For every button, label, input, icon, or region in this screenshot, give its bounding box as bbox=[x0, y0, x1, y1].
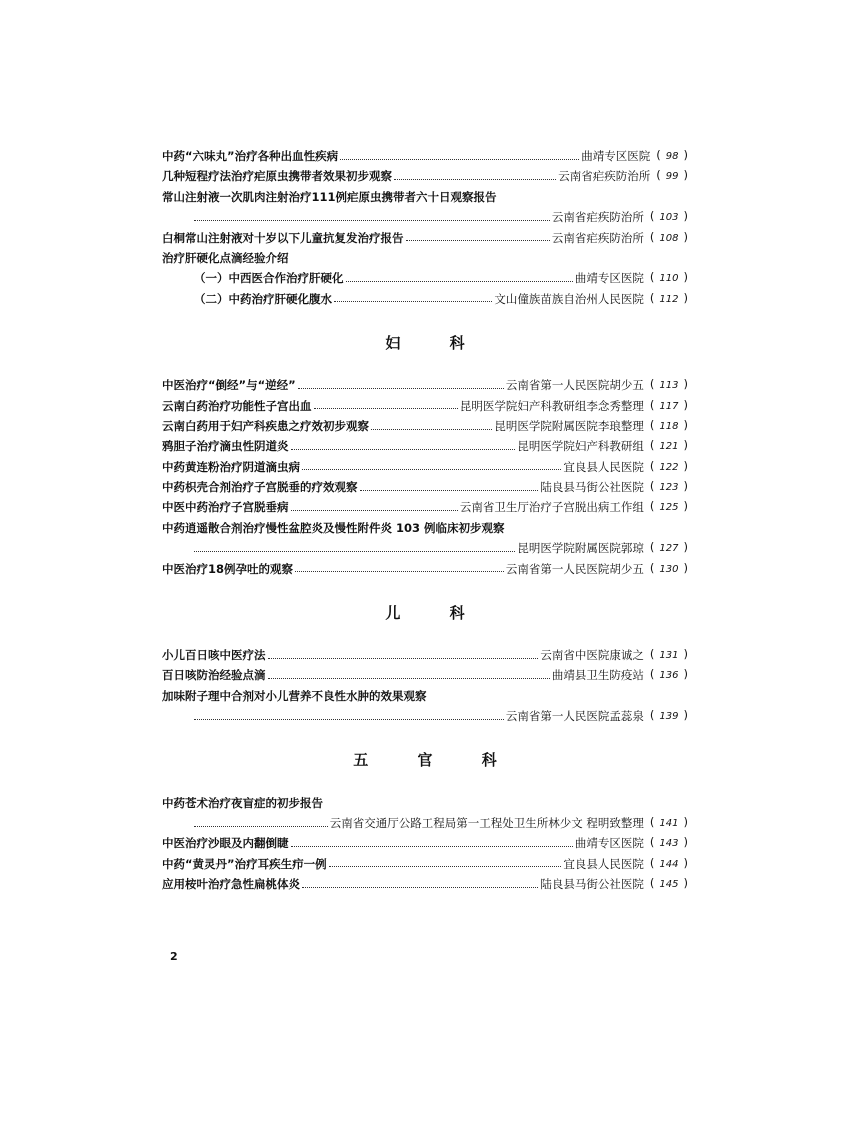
entry-page: ( 118 ) bbox=[649, 417, 688, 432]
entry-title: 应用桉叶治疗急性扁桃体炎 bbox=[162, 877, 300, 892]
entry-author: 宜良县人民医院 bbox=[563, 856, 644, 871]
toc-entry bbox=[162, 665, 688, 685]
entry-title: 中药“黄灵丹”治疗耳疾生疖一例 bbox=[162, 856, 327, 871]
entry-title: 中药苍术治疗夜盲症的初步报告 bbox=[162, 795, 323, 810]
entry-page: ( 112 ) bbox=[649, 290, 688, 305]
entry-author: 宜良县人民医院 bbox=[563, 459, 644, 474]
dot-leader bbox=[194, 551, 515, 552]
toc-entry bbox=[162, 187, 688, 207]
entry-title: 中药“六味丸”治疗各种出血性疾病 bbox=[162, 149, 339, 163]
section-heading: 五 官 科 bbox=[353, 751, 519, 770]
dot-leader bbox=[194, 220, 550, 221]
entry-page: ( 103 ) bbox=[649, 209, 688, 224]
entry-author: 文山僮族苗族自治州人民医院 bbox=[494, 291, 644, 306]
toc-entry bbox=[162, 416, 688, 436]
toc-entry-continuation bbox=[162, 813, 688, 833]
entry-page: ( 122 ) bbox=[649, 458, 688, 473]
toc-entry bbox=[162, 833, 688, 853]
entry-page: ( 136 ) bbox=[649, 667, 688, 682]
toc-entry bbox=[162, 268, 688, 288]
entry-title: 几种短程疗法治疗疟原虫携带者效果初步观察 bbox=[162, 169, 392, 184]
toc-entry bbox=[162, 289, 688, 309]
entry-author: 云南省卫生厅治疗子宫脱出病工作组 bbox=[459, 500, 644, 515]
entry-title: 中医治疗“倒经”与“逆经” bbox=[162, 378, 296, 393]
entry-page-number: 122 bbox=[659, 461, 679, 473]
dot-leader bbox=[371, 429, 492, 430]
entry-page: ( 139 ) bbox=[649, 708, 688, 723]
entry-page-number: 125 bbox=[659, 502, 679, 514]
dot-leader bbox=[346, 281, 573, 282]
entry-page-number: 139 bbox=[659, 711, 679, 723]
entry-author: 云南省中医院康诚之 bbox=[540, 648, 644, 663]
entry-title: 小儿百日咳中医疗法 bbox=[162, 648, 266, 663]
entry-author: 云南省疟疾防治所 bbox=[551, 210, 644, 225]
dot-leader bbox=[291, 449, 516, 450]
entry-page-number: 131 bbox=[659, 650, 679, 662]
dot-leader bbox=[334, 301, 492, 302]
entry-author: 曲靖专区医院 bbox=[574, 836, 644, 851]
entry-page-number: 145 bbox=[659, 879, 679, 891]
entry-author: 曲靖县卫生防疫站 bbox=[551, 668, 644, 683]
entry-title: 加味附子理中合剂对小儿营养不良性水肿的效果观察 bbox=[162, 688, 427, 703]
entry-author: 云南省疟疾防治所 bbox=[558, 169, 651, 184]
toc-entry bbox=[162, 497, 688, 517]
entry-page-number: 136 bbox=[659, 670, 679, 682]
toc-entry bbox=[162, 146, 688, 166]
entry-author: 昆明医学院附属医院李琅整理 bbox=[494, 418, 644, 433]
entry-title: 中医治疗18例孕吐的观察 bbox=[162, 561, 294, 576]
dot-leader bbox=[268, 658, 539, 659]
toc-entry bbox=[162, 228, 688, 248]
entry-page: ( 143 ) bbox=[649, 835, 688, 850]
entry-page: ( 108 ) bbox=[649, 229, 688, 244]
entry-page: ( 130 ) bbox=[649, 560, 688, 575]
entry-author: 云南省第一人民医院胡少五 bbox=[505, 378, 644, 393]
entry-page: ( 131 ) bbox=[649, 647, 688, 662]
entry-title: 白桐常山注射液对十岁以下儿童抗复发治疗报告 bbox=[162, 230, 404, 245]
toc-entry bbox=[162, 559, 688, 579]
entry-title: 中医中药治疗子宫脱垂病 bbox=[162, 500, 289, 515]
dot-leader bbox=[291, 510, 458, 511]
entry-title: 中药逍遥散合剂治疗慢性盆腔炎及慢性附件炎 103 例临床初步观察 bbox=[162, 520, 505, 535]
entry-author: 曲靖专区医院 bbox=[581, 149, 651, 163]
entry-page: ( 113 ) bbox=[649, 377, 688, 392]
entry-page-number: 141 bbox=[659, 817, 679, 829]
dot-leader bbox=[268, 678, 550, 679]
toc-entry bbox=[162, 793, 688, 813]
dot-leader bbox=[295, 571, 504, 572]
entry-author: 陆良县马街公社医院 bbox=[540, 877, 644, 892]
table-of-contents bbox=[162, 146, 688, 895]
entry-page: ( 99 ) bbox=[656, 168, 688, 183]
entry-page: ( 121 ) bbox=[649, 438, 688, 453]
dot-leader bbox=[406, 240, 550, 241]
entry-page-number: 121 bbox=[659, 441, 679, 453]
dot-leader bbox=[302, 887, 538, 888]
entry-author: 陆良县马街公社医院 bbox=[540, 480, 644, 495]
entry-page: ( 98 ) bbox=[656, 148, 688, 162]
entry-title: 中药黄连粉治疗阴道滴虫病 bbox=[162, 459, 300, 474]
entry-author: 云南省交通厅公路工程局第一工程处卫生所林少文 程明致整理 bbox=[329, 815, 644, 830]
entry-page-number: 108 bbox=[659, 232, 679, 244]
entry-author: 云南省第一人民医院胡少五 bbox=[505, 561, 644, 576]
dot-leader bbox=[194, 826, 328, 827]
entry-page-number: 118 bbox=[659, 420, 679, 432]
entry-title: 云南白药用于妇产科疾患之疗效初步观察 bbox=[162, 418, 369, 433]
entry-author: 云南省疟疾防治所 bbox=[551, 230, 644, 245]
entry-title: （一）中西医合作治疗肝硬化 bbox=[194, 271, 344, 286]
toc-entry bbox=[162, 396, 688, 416]
entry-page-number: 130 bbox=[659, 563, 679, 575]
entry-page: ( 144 ) bbox=[649, 855, 688, 870]
dot-leader bbox=[394, 179, 556, 180]
toc-entry bbox=[162, 854, 688, 874]
entry-page-number: 110 bbox=[659, 273, 679, 285]
entry-title: 云南白药治疗功能性子宫出血 bbox=[162, 398, 312, 413]
entry-page: ( 125 ) bbox=[649, 499, 688, 514]
entry-page-number: 117 bbox=[659, 400, 679, 412]
toc-entry bbox=[162, 518, 688, 538]
toc-entry bbox=[162, 686, 688, 706]
dot-leader bbox=[194, 719, 504, 720]
toc-entry-continuation bbox=[162, 207, 688, 227]
section-heading: 儿 科 bbox=[385, 603, 487, 622]
entry-title: 鸦胆子治疗滴虫性阴道炎 bbox=[162, 439, 289, 454]
toc-entry bbox=[162, 436, 688, 456]
entry-page-number: 103 bbox=[659, 212, 679, 224]
toc-entry bbox=[162, 645, 688, 665]
entry-page-number: 113 bbox=[659, 380, 679, 392]
entry-title: 百日咳防治经验点滴 bbox=[162, 668, 266, 683]
entry-author: 云南省第一人民医院孟蕊泉 bbox=[505, 709, 644, 724]
entry-page-number: 98 bbox=[665, 151, 679, 162]
entry-page: ( 123 ) bbox=[649, 479, 688, 494]
entry-title: （二）中药治疗肝硬化腹水 bbox=[194, 291, 332, 306]
toc-entry bbox=[162, 477, 688, 497]
dot-leader bbox=[360, 490, 539, 491]
toc-entry bbox=[162, 248, 688, 268]
entry-page: ( 110 ) bbox=[649, 270, 688, 285]
toc-entry bbox=[162, 457, 688, 477]
entry-page-number: 99 bbox=[665, 171, 679, 183]
entry-title: 中医治疗沙眼及内翻倒睫 bbox=[162, 836, 289, 851]
entry-title: 常山注射液一次肌肉注射治疗111例疟原虫携带者六十日观察报告 bbox=[162, 189, 497, 204]
entry-author: 曲靖专区医院 bbox=[574, 271, 644, 286]
toc-entry-continuation bbox=[162, 706, 688, 726]
entry-title: 治疗肝硬化点滴经验介绍 bbox=[162, 250, 289, 265]
entry-page-number: 143 bbox=[659, 838, 679, 850]
toc-entry bbox=[162, 375, 688, 395]
section-heading: 妇 科 bbox=[385, 333, 487, 352]
dot-leader bbox=[302, 469, 561, 470]
entry-page: ( 141 ) bbox=[649, 814, 688, 829]
entry-page-number: 127 bbox=[659, 543, 679, 555]
dot-leader bbox=[298, 388, 504, 389]
entry-page: ( 127 ) bbox=[649, 540, 688, 555]
entry-title: 中药枳壳合剂治疗子宫脱垂的疗效观察 bbox=[162, 480, 358, 495]
entry-author: 昆明医学院妇产科教研组 bbox=[517, 439, 644, 454]
entry-page: ( 145 ) bbox=[649, 876, 688, 891]
dot-leader bbox=[314, 408, 458, 409]
toc-entry-continuation bbox=[162, 538, 688, 558]
toc-entry bbox=[162, 166, 688, 186]
toc-entry bbox=[162, 874, 688, 894]
entry-page-number: 144 bbox=[659, 858, 679, 870]
entry-author: 昆明医学院附属医院郭琼 bbox=[517, 541, 644, 556]
dot-leader bbox=[291, 846, 573, 847]
dot-leader bbox=[340, 159, 579, 160]
page-number: 2 bbox=[170, 950, 178, 963]
entry-author: 昆明医学院妇产科教研组李念秀整理 bbox=[459, 398, 644, 413]
entry-page-number: 123 bbox=[659, 482, 679, 494]
entry-page-number: 112 bbox=[659, 293, 679, 305]
entry-page: ( 117 ) bbox=[649, 397, 688, 412]
dot-leader bbox=[329, 866, 562, 867]
